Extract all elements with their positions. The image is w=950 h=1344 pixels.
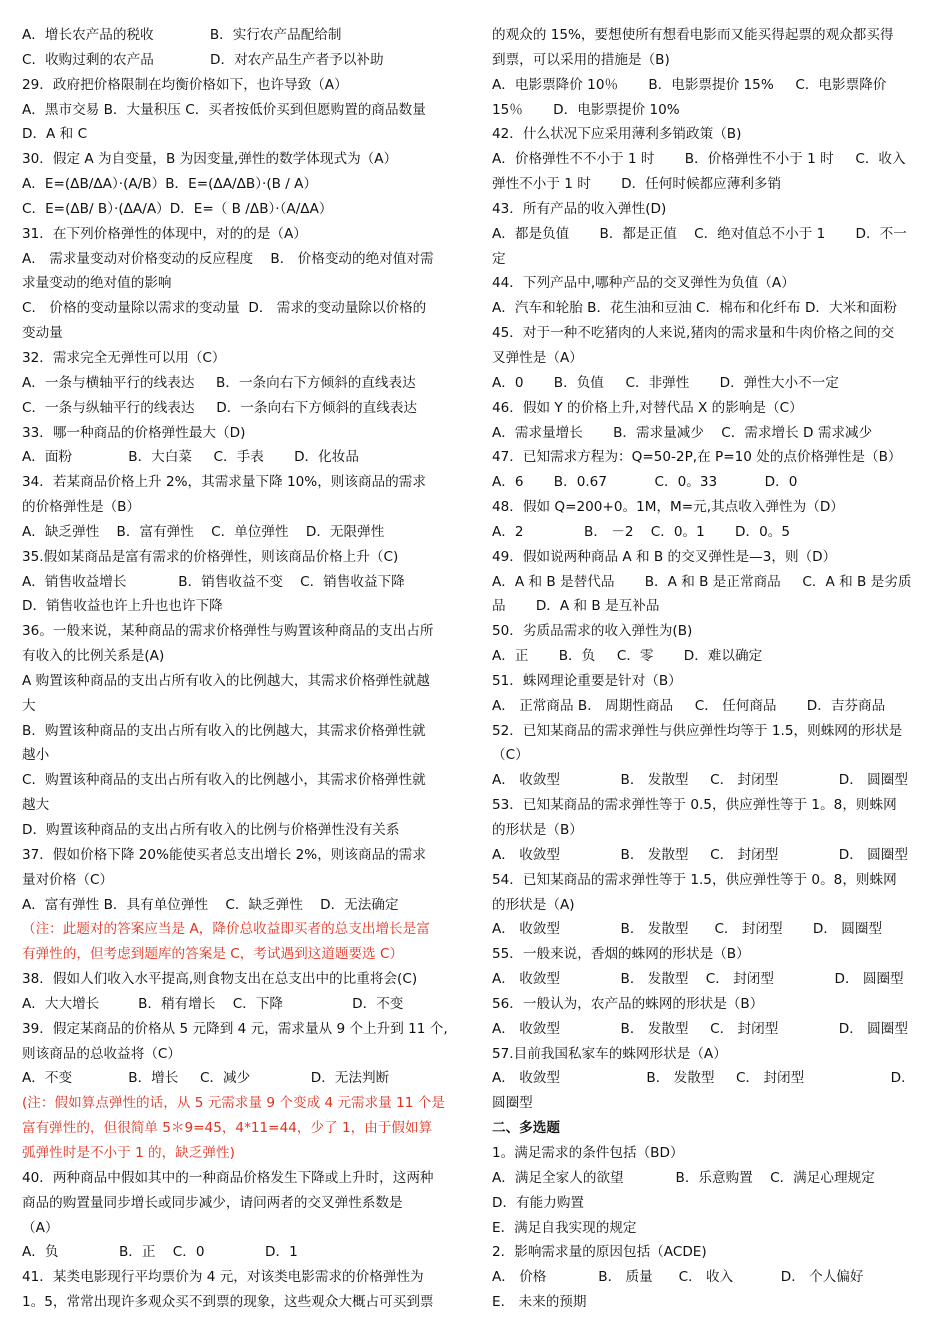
question-line: A． 收敛型 B． 发散型 C． 封闭型 D． 圆圈型 (492, 846, 908, 863)
question-line: A．负 B．正 C．0 D．1 (22, 1244, 298, 1261)
question-line: 叉弹性是（A） (492, 349, 583, 366)
question-line: 52．已知某商品的需求弹性与供应弹性均等于 1.5，则蛛网的形状是 (492, 722, 903, 739)
question-line: A． 正常商品 B． 周期性商品 C． 任何商品 D．吉芬商品 (492, 697, 886, 714)
question-line: E．满足自我实现的规定 (492, 1219, 637, 1236)
question-line: A．大大增长 B．稍有增长 C．下降 D．不变 (22, 995, 404, 1012)
question-line: 2．影响需求量的原因包括（ACDE) (492, 1244, 707, 1261)
question-line: D．销售收益也许上升也也许下降 (22, 598, 223, 615)
question-line: B．购置该种商品的支出占所有收入的比例越大，其需求价格弹性就 (22, 722, 426, 739)
left-column (22, 23, 462, 1315)
question-line: A．满足全家人的欲望 B．乐意购置 C．满足心理规定 (492, 1169, 875, 1186)
question-line: A．一条与横轴平行的线表达 B．一条向右下方倾斜的直线表达 (22, 374, 416, 391)
note-line: 有弹性的，但考虑到题库的答案是 C，考试遇到这道题要选 C） (22, 946, 404, 963)
question-line: 32．需求完全无弹性可以用（C） (22, 349, 226, 366)
question-line: A． 收敛型 B． 发散型 C． 封闭型 D． 圆圈型 (492, 1020, 908, 1037)
question-line: （C） (492, 747, 529, 764)
question-line: 48．假如 Q=200+0。1M，M=元,其点收入弹性为（D） (492, 499, 844, 516)
question-line: 15％ D．电影票提价 10% (492, 101, 680, 118)
question-line: 53．已知某商品的需求弹性等于 0.5，供应弹性等于 1。8，则蛛网 (492, 797, 897, 814)
question-line: A．电影票降价 10％ B．电影票提价 15% C．电影票降价 (492, 76, 887, 93)
question-line: 39．假定某商品的价格从 5 元降到 4 元，需求量从 9 个上升到 11 个, (22, 1020, 448, 1037)
question-line: 51．蛛网理论重要是针对（B） (492, 672, 682, 689)
question-line: A． 需求量变动对价格变动的反应程度 B． 价格变动的绝对值对需 (22, 250, 434, 267)
question-line: A．富有弹性 B．具有单位弹性 C．缺乏弹性 D．无法确定 (22, 896, 399, 913)
question-line: A．缺乏弹性 B．富有弹性 C．单位弹性 D．无限弹性 (22, 523, 385, 540)
question-line: D．购置该种商品的支出占所有收入的比例与价格弹性没有关系 (22, 822, 400, 838)
question-line: A．6 B．0.67 C．0。33 D．0 (492, 474, 798, 491)
question-line: 47．已知需求方程为：Q=50-2P,在 P=10 处的点价格弹性是（B） (492, 449, 902, 466)
question-line: 34．若某商品价格上升 2%，其需求量下降 10%，则该商品的需求 (22, 474, 426, 491)
question-line: 56．一般认为，农产品的蛛网的形状是（B） (492, 995, 764, 1012)
question-line: C．一条与纵轴平行的线表达 D．一条向右下方倾斜的直线表达 (22, 399, 417, 416)
question-line: 商品的购置量同步增长或同步减少，请问两者的交叉弹性系数是 (22, 1194, 403, 1211)
question-line: D．A 和 C (22, 126, 88, 143)
question-line: 45．对于一种不吃猪肉的人来说,猪肉的需求量和牛肉价格之间的交 (492, 325, 895, 342)
question-line: 弹性不小于 1 时 D．任何时候都应薄利多销 (492, 176, 782, 193)
question-line: A．E=(ΔB/ΔA）·(A/B）B．E=(ΔA/ΔB）·(B / A） (22, 176, 318, 193)
right-column (492, 23, 932, 1315)
question-line: 36。一般来说，某种商品的需求价格弹性与购置该种商品的支出占所 (22, 623, 434, 640)
question-line: 55．一般来说，香烟的蛛网的形状是（B） (492, 946, 750, 963)
question-line: A．面粉 B．大白菜 C．手表 D．化妆品 (22, 449, 359, 466)
question-line: 定 (492, 250, 506, 267)
question-line: 50．劣质品需求的收入弹性为(B) (492, 623, 693, 640)
question-line: 品 D．A 和 B 是互补品 (492, 598, 660, 615)
question-line: A．销售收益增长 B．销售收益不变 C．销售收益下降 (22, 573, 405, 590)
question-line: 1。5，常常出现许多观众买不到票的现象，这些观众大概占可买到票 (22, 1294, 434, 1311)
question-line: 37．假如价格下降 20%能使买者总支出增长 2%，则该商品的需求 (22, 846, 426, 863)
question-line: 33．哪一种商品的价格弹性最大（D) (22, 424, 246, 441)
question-line: 31．在下列价格弹性的体现中，对的的是（A） (22, 225, 307, 242)
question-line: 求量变动的绝对值的影响 (22, 275, 172, 292)
question-line: 1。满足需求的条件包括（BD） (492, 1144, 684, 1161)
question-line: 57.目前我国私家车的蛛网形状是（A） (492, 1045, 727, 1062)
question-line: A．都是负值 B．都是正值 C．绝对值总不小于 1 D．不一 (492, 225, 907, 242)
question-line: A．增长农产品的税收 B．实行农产品配给制 (22, 27, 342, 43)
question-line: 的形状是（B） (492, 822, 583, 838)
question-line: 29．政府把价格限制在均衡价格如下，也许导致（A） (22, 76, 348, 93)
question-line: C．购置该种商品的支出占所有收入的比例越小，其需求价格弹性就 (22, 772, 426, 789)
question-line: A． 价格 B． 质量 C． 收入 D． 个人偏好 (492, 1269, 864, 1286)
question-line: 38．假如人们收入水平提高,则食物支出在总支出中的比重将会(C) (22, 971, 418, 988)
question-line: 圆圈型 (492, 1095, 533, 1112)
question-line: A．汽车和轮胎 B．花生油和豆油 C．棉布和化纤布 D．大米和面粉 (492, 300, 897, 317)
question-line: A．2 B． －2 C．0。1 D．0。5 (492, 523, 790, 540)
question-line: 越大 (22, 797, 50, 814)
question-line: 有收入的比例关系是(A) (22, 648, 165, 665)
question-line: 大 (22, 697, 36, 714)
question-line: 的价格弹性是（B） (22, 499, 141, 516)
section-heading: 二、多选题 (492, 1120, 560, 1137)
note-line: 弧弹性时是不小于 1 的，缺乏弹性) (22, 1144, 235, 1161)
question-line: C．E=(ΔB/ B）·(ΔA/A）D．E=（ B /ΔB）·（A/ΔA） (22, 200, 333, 217)
question-line: 则该商品的总收益将（C） (22, 1045, 182, 1062)
question-line: 54．已知某商品的需求弹性等于 1.5，供应弹性等于 0。8，则蛛网 (492, 871, 897, 888)
question-line: A． 收敛型 B． 发散型 C． 封闭型 D． 圆圈型 (492, 921, 883, 938)
question-line: 35.假如某商品是富有需求的价格弹性，则该商品价格上升（C) (22, 548, 399, 565)
question-line: A．A 和 B 是替代品 B．A 和 B 是正常商品 C．A 和 B 是劣质 (492, 573, 912, 590)
question-line: 到票，可以采用的措施是（B) (492, 51, 670, 68)
question-line: A．需求量增长 B．需求量减少 C．需求增长 D 需求减少 (492, 424, 873, 441)
question-line: A．价格弹性不不小于 1 时 B．价格弹性不小于 1 时 C．收入 (492, 151, 906, 168)
question-line: A． 收敛型 B． 发散型 C． 封闭型 D． 圆圈型 (492, 971, 904, 988)
question-line: 的形状是（A) (492, 896, 575, 913)
question-line: 40．两种商品中假如其中的一种商品价格发生下降或上升时，这两种 (22, 1169, 434, 1186)
question-line: C． 价格的变动量除以需求的变动量 D． 需求的变动量除以价格的 (22, 300, 427, 317)
question-line: 44．下列产品中,哪种产品的交叉弹性为负值（A） (492, 275, 795, 292)
question-line: 46．假如 Y 的价格上升,对替代品 X 的影响是（C） (492, 399, 803, 416)
question-line: C．收购过剩的农产品 D．对农产品生产者予以补助 (22, 51, 384, 68)
question-line: 49．假如说两种商品 A 和 B 的交叉弹性是—3，则（D） (492, 548, 837, 565)
question-line: A．正 B．负 C．零 D．难以确定 (492, 648, 763, 665)
question-line: A．0 B．负值 C．非弹性 D．弹性大小不一定 (492, 374, 839, 391)
question-line: E． 未来的预期 (492, 1294, 587, 1311)
question-line: 41．某类电影现行平均票价为 4 元，对该类电影需求的价格弹性为 (22, 1269, 424, 1286)
note-line: 富有弹性的，但很简单 5＊9=45，4*11=44，少了 1，由于假如算 (22, 1120, 433, 1137)
question-line: 30．假定 A 为自变量，B 为因变量,弹性的数学体现式为（A） (22, 151, 398, 168)
question-line: A． 收敛型 B． 发散型 C． 封闭型 D． (492, 1070, 915, 1087)
question-line: 的观众的 15%，要想使所有想看电影而又能买得起票的观众都买得 (492, 27, 894, 43)
note-line: （注：此题对的答案应当是 A，降价总收益即买者的总支出增长是富 (22, 921, 430, 938)
question-line: A．不变 B．增长 C．减少 D．无法判断 (22, 1070, 390, 1087)
question-line: 量对价格（C） (22, 871, 114, 888)
question-line: A． 收敛型 B． 发散型 C． 封闭型 D． 圆圈型 (492, 772, 908, 789)
question-line: 越小 (22, 747, 50, 764)
note-line: (注：假如算点弹性的话，从 5 元需求量 9 个变成 4 元需求量 11 个是 (22, 1095, 445, 1112)
question-line: D．有能力购置 (492, 1194, 585, 1211)
question-line: 变动量 (22, 325, 63, 342)
question-line: A 购置该种商品的支出占所有收入的比例越大，其需求价格弹性就越 (22, 672, 430, 689)
question-line: 42．什么状况下应采用薄利多销政策（B) (492, 126, 742, 143)
question-line: A．黑市交易 B．大量积压 C．买者按低价买到但愿购置的商品数量 (22, 101, 426, 118)
question-line: （A） (22, 1219, 59, 1236)
question-line: 43．所有产品的收入弹性(D) (492, 200, 667, 217)
